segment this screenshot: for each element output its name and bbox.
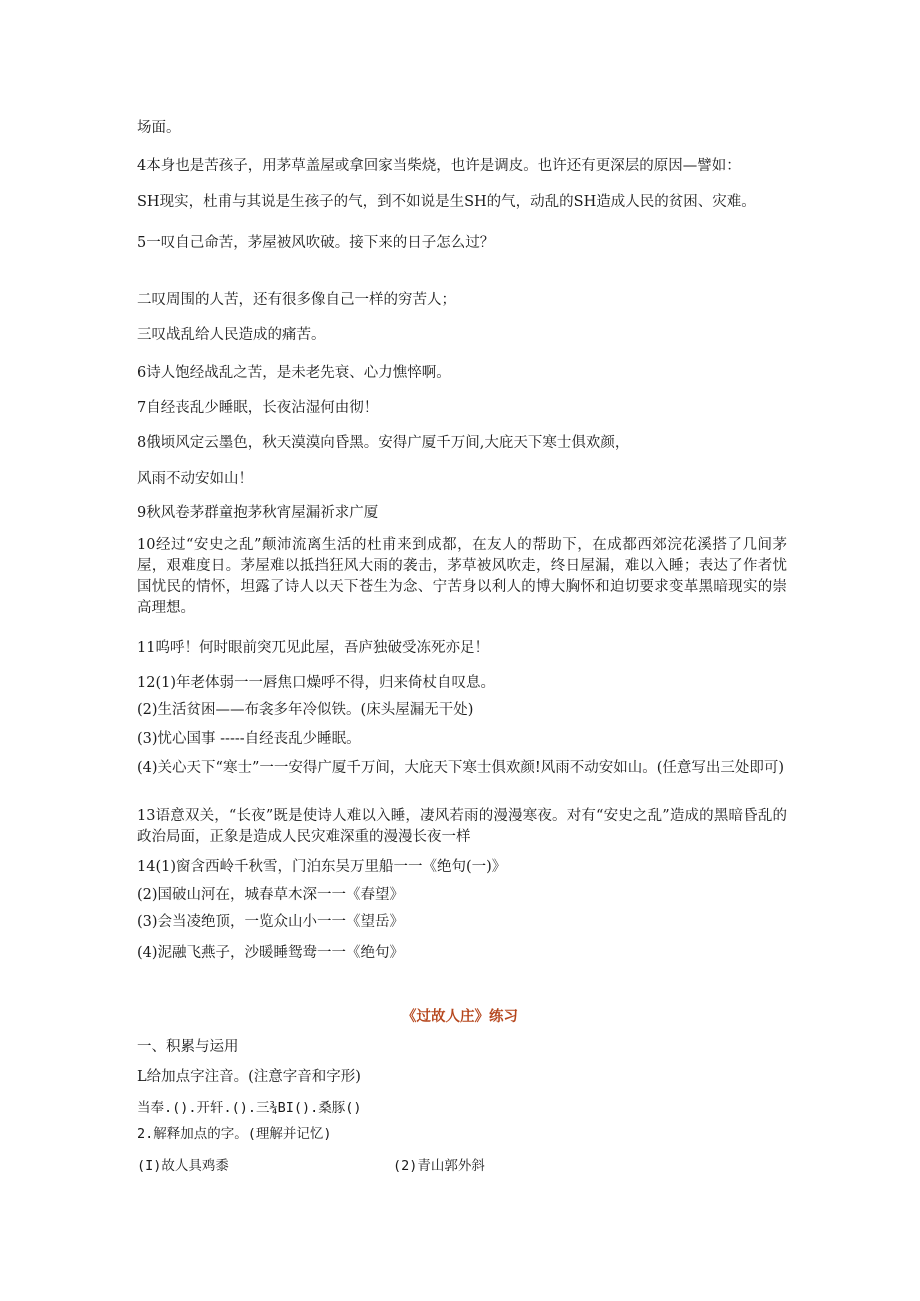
text-line: (4)泥融飞燕子，沙暖睡鸳鸯一一《绝句》	[137, 945, 405, 961]
text-line: 三叹战乱给人民造成的痛苦。	[137, 327, 326, 343]
text-line: (2)国破山河在，城春草木深一一《春望》	[137, 887, 405, 903]
text-line: 12(1)年老体弱一一唇焦口燥呼不得，归来倚杖自叹息。	[137, 675, 495, 691]
exercise-question-2-item-a: (I)故人具鸡黍	[137, 1158, 229, 1174]
section-title: 《过故人庄》练习	[402, 1009, 518, 1025]
text-line: 14(1)窗含西岭千秋雪，门泊东吴万里船一一《绝句(一)》	[137, 859, 507, 875]
exercise-question-1-items: 当奉.().开轩.().三¾BI().桑豚()	[137, 1100, 362, 1116]
exercise-question-2: 2.解释加点的字。(理解并记忆)	[137, 1126, 332, 1142]
text-line: 9秋风卷茅群童抱茅秋宵屋漏祈求广厦	[137, 505, 379, 521]
text-line: 4本身也是苦孩子，用茅草盖屋或拿回家当柴烧，也许是调皮。也许还有更深层的原因—譬如：	[137, 158, 741, 174]
text-line: 场面。	[137, 120, 181, 136]
text-line: (3)忧心国事 -----自经丧乱少睡眠。	[137, 731, 361, 747]
text-line: 5一叹自己命苦，茅屋被风吹破。接下来的日子怎么过？	[137, 235, 495, 251]
text-line: 6诗人饱经战乱之苦，是未老先衰、心力憔悴啊。	[137, 365, 451, 381]
text-line: 11呜呼！何时眼前突兀见此屋，吾庐独破受冻死亦足！	[137, 640, 489, 656]
text-line: 二叹周围的人苦，还有很多像自己一样的穷苦人；	[137, 292, 456, 308]
text-paragraph: (4)关心天下“寒士”一一安得广厦千万间，大庇天下寒士俱欢颜!风雨不动安如山。(任意写出三处即可)	[137, 760, 785, 776]
text-paragraph: 10经过“安史之乱”颠沛流离生活的杜甫来到成都，在友人的帮助下，在成都西郊浣花溪搭了几间茅屋，艰难度日。茅屋难以抵挡狂风大雨的袭击，茅草被风吹走，终日屋漏，难以入睡；表达了作者忧国忧民的情怀，坦露了诗人以天下苍生为念、宁苦身以利人的博大胸怀和迫切要求变革黑暗现实的崇高理想。	[137, 537, 787, 616]
text-line: 8俄顷风定云墨色，秋天漠漠向昏黑。安得广厦千万间,大庇天下寒士俱欢颜，	[137, 435, 630, 451]
exercise-question-1: L给加点字注音。(注意字音和字形)	[137, 1069, 361, 1085]
text-line: (3)会当凌绝顶，一览众山小一一《望岳》	[137, 914, 405, 930]
text-paragraph: 13语意双关，“长夜”既是使诗人难以入睡，凄风若雨的漫漫寒夜。对有“安史之乱”造成的黑暗昏乱的政治局面，正象是造成人民灾难深重的漫漫长夜一样	[137, 808, 787, 845]
exercise-question-2-item-b: (2)青山郭外斜	[393, 1158, 485, 1174]
text-line: (2)生活贫困——布衾多年冷似铁。(床头屋漏无干处)	[137, 702, 474, 718]
exercise-heading: 一、积累与运用	[137, 1039, 239, 1055]
text-line: 7自经丧乱少睡眠，长夜沾湿何由彻！	[137, 400, 379, 416]
text-line: 风雨不动安如山！	[137, 471, 253, 487]
text-line: SH现实，杜甫与其说是生孩子的气，到不如说是生SH的气，动乱的SH造成人民的贫困、灾难。	[137, 194, 756, 210]
